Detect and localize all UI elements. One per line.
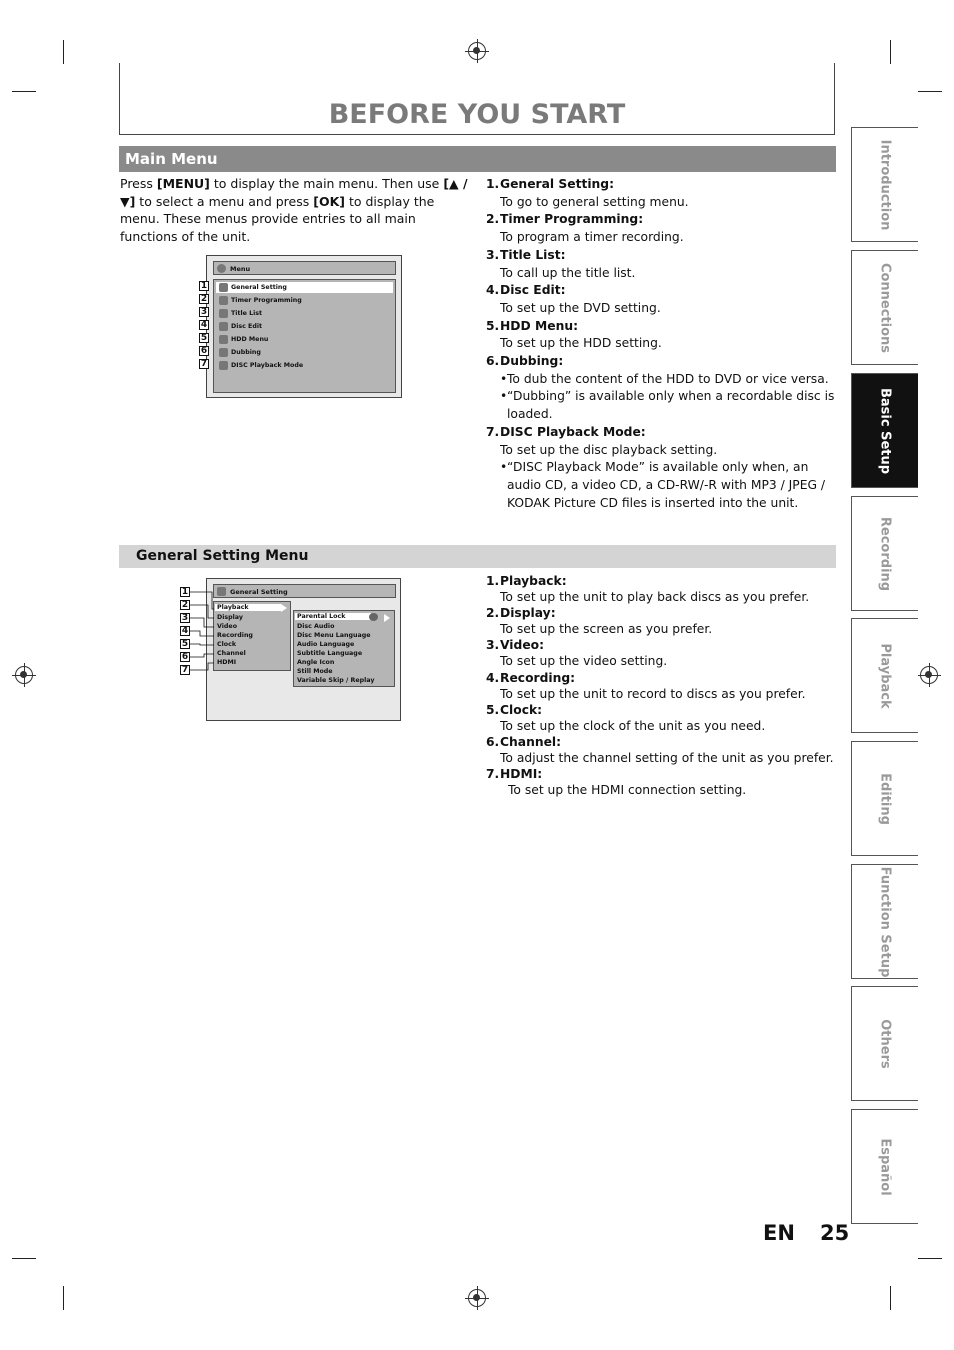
- callout-number: 4: [181, 626, 189, 636]
- callout-number: 3: [181, 613, 189, 623]
- lock-icon: [369, 613, 378, 621]
- list-item: [486, 247, 836, 265]
- item-desc: To go to general setting menu.: [500, 194, 689, 209]
- tab-recording[interactable]: [851, 496, 918, 611]
- item-number: 6.: [486, 734, 500, 749]
- list-item: [486, 637, 836, 653]
- callout-number: 6: [200, 346, 208, 356]
- callout-number: 2: [200, 294, 208, 304]
- arrow-right-icon: [384, 614, 390, 622]
- registration-mark-icon: [15, 666, 33, 684]
- item-bullet: • “DISC Playback Mode” is available only when, an audio CD, a video CD, a CD-RW/-R with MP3 / JPEG / KODAK Picture CD files is inserted into the unit.: [486, 459, 836, 512]
- crop-mark: [12, 91, 36, 92]
- item-number: 1.: [486, 177, 500, 191]
- item-title: Dubbing:: [500, 354, 564, 369]
- item-number: 7.: [486, 424, 500, 439]
- menu-screen-title: Menu: [230, 265, 251, 273]
- hdd-icon: [219, 335, 228, 344]
- intro-text: to select a menu and press: [135, 193, 314, 209]
- list-item: [486, 734, 836, 750]
- submenu-item: Disc Menu Language: [297, 632, 371, 639]
- main-menu-list: [486, 176, 836, 512]
- list-item: [486, 282, 836, 300]
- disc-playback-icon: [219, 361, 228, 370]
- tab-function-setup[interactable]: [851, 864, 918, 979]
- item-number: 5.: [486, 702, 500, 717]
- item-number: 3.: [486, 247, 500, 262]
- item-title: HDMI:: [500, 767, 543, 782]
- main-menu-intro: [120, 175, 470, 245]
- tab-introduction[interactable]: [851, 127, 918, 242]
- item-desc: To set up the HDMI connection setting.: [508, 783, 747, 798]
- wrench-icon: [219, 283, 228, 292]
- item-title: Video:: [500, 638, 545, 653]
- menu-item-label: Timer Programming: [231, 297, 302, 304]
- registration-mark-icon: [468, 1289, 486, 1307]
- callout-number: 7: [200, 359, 208, 369]
- item-title: Playback:: [500, 574, 567, 588]
- language-code: EN: [763, 1221, 795, 1245]
- item-number: 3.: [486, 638, 500, 653]
- menu-item-label: DISC Playback Mode: [231, 362, 304, 369]
- arrow-right-icon: [281, 604, 287, 612]
- item-desc: To set up the video setting.: [500, 654, 668, 669]
- intro-text: to display the main menu. Then use: [209, 176, 444, 191]
- submenu-item: Disc Audio: [297, 623, 335, 630]
- tab-playback[interactable]: [851, 618, 918, 733]
- tab-label: Function Setup: [877, 866, 893, 977]
- tab-label: Recording: [877, 516, 893, 591]
- item-desc: To set up the HDD setting.: [500, 336, 662, 351]
- menu-item-label: Dubbing: [231, 349, 261, 356]
- tab-label: Connections: [877, 262, 893, 353]
- callout-number: 7: [181, 665, 189, 675]
- callout-number: 4: [200, 320, 208, 330]
- submenu-item: Variable Skip / Replay: [297, 677, 375, 684]
- tab-label: Basic Setup: [877, 387, 893, 474]
- general-screen-header: [213, 584, 396, 598]
- list-item: [486, 766, 836, 782]
- callout-number: 6: [181, 652, 189, 662]
- item-desc: To adjust the channel setting of the unit as you prefer.: [500, 751, 834, 766]
- menu-item-label: General Setting: [231, 284, 287, 291]
- item-desc: To set up the unit to record to discs as you prefer.: [500, 686, 806, 701]
- disc-icon: [219, 322, 228, 331]
- playback-submenu-panel: [293, 610, 395, 687]
- callout-number: 2: [181, 600, 189, 610]
- tab-editing[interactable]: [851, 741, 918, 856]
- general-item: Channel: [217, 650, 246, 657]
- crop-mark: [918, 1258, 942, 1259]
- menu-item: [216, 282, 393, 293]
- item-bullet: • “Dubbing” is available only when a recordable disc is loaded.: [486, 388, 836, 423]
- item-title: Display:: [500, 606, 556, 621]
- crop-mark: [918, 91, 942, 92]
- item-number: 2.: [486, 606, 500, 621]
- menu-item-label: Title List: [231, 310, 263, 317]
- item-desc: To set up the disc playback setting.: [500, 442, 718, 457]
- callout-number: 3: [200, 307, 208, 317]
- ok-key: [OK]: [313, 193, 345, 209]
- list-item: [486, 211, 836, 229]
- submenu-item: Angle Icon: [297, 659, 335, 666]
- general-item: HDMI: [217, 659, 237, 666]
- list-item: [486, 353, 836, 371]
- general-item: Clock: [217, 641, 237, 648]
- item-desc: To set up the DVD setting.: [500, 300, 661, 315]
- general-item: Playback: [215, 604, 281, 611]
- general-item: Recording: [217, 632, 253, 639]
- item-desc: To set up the unit to play back discs as you prefer.: [500, 590, 810, 605]
- tab-espanol[interactable]: [851, 1109, 918, 1224]
- crop-mark: [12, 1258, 36, 1259]
- registration-mark-icon: [468, 42, 486, 60]
- callout-number: 5: [181, 639, 189, 649]
- item-number: 1.: [486, 574, 500, 588]
- general-item: Video: [217, 623, 238, 630]
- tab-connections[interactable]: [851, 250, 918, 365]
- item-title: General Setting:: [500, 177, 615, 191]
- item-number: 4.: [486, 283, 500, 298]
- tab-label: Introduction: [877, 139, 893, 230]
- general-items-panel: [213, 601, 291, 671]
- menu-item-label: Disc Edit: [231, 323, 263, 330]
- callout-leader-lines: [190, 587, 220, 677]
- menu-screen-header: [213, 261, 396, 275]
- tab-label: Editing: [877, 772, 893, 825]
- list-item: [486, 605, 836, 621]
- title-list-icon: [219, 309, 228, 318]
- tab-label: Playback: [877, 642, 893, 709]
- crop-mark: [890, 40, 891, 64]
- item-desc: To set up the screen as you prefer.: [500, 622, 713, 637]
- item-title: Clock:: [500, 702, 543, 717]
- tab-others[interactable]: [851, 986, 918, 1101]
- bullet-text: To dub the content of the HDD to DVD or vice versa.: [507, 371, 829, 386]
- menu-icon: [217, 264, 226, 273]
- intro-text: to display the menu. These menus provide entries to all main functions of the unit.: [120, 193, 435, 244]
- tab-label: Español: [877, 1137, 893, 1196]
- item-number: 2.: [486, 212, 500, 227]
- item-title: HDD Menu:: [500, 318, 578, 333]
- section-heading-general-setting: General Setting Menu: [119, 545, 836, 568]
- intro-text: Press: [120, 176, 157, 191]
- menu-item-label: HDD Menu: [231, 336, 269, 343]
- item-title: Recording:: [500, 670, 576, 685]
- item-number: 5.: [486, 318, 500, 333]
- item-title: Channel:: [500, 734, 562, 749]
- tab-label: Others: [877, 1018, 893, 1069]
- menu-items-panel: [213, 279, 396, 393]
- page-title: BEFORE YOU START: [328, 99, 626, 130]
- item-number: 6.: [486, 354, 500, 369]
- title-frame: [119, 63, 835, 135]
- general-screen-title: General Setting: [230, 588, 288, 596]
- section-heading-main-menu: Main Menu: [119, 146, 836, 172]
- menu-key: [MENU]: [156, 176, 210, 191]
- callout-number: 1: [200, 281, 208, 291]
- item-number: 4.: [486, 670, 500, 685]
- main-menu-screen: [206, 255, 402, 398]
- item-number: 7.: [486, 767, 500, 782]
- list-item: [486, 702, 836, 718]
- callout-number: 5: [200, 333, 208, 343]
- item-desc: To set up the clock of the unit as you need.: [500, 718, 766, 733]
- item-title: Timer Programming:: [500, 212, 644, 227]
- dubbing-icon: [219, 348, 228, 357]
- submenu-item: Still Mode: [297, 668, 333, 675]
- general-setting-screen: [206, 578, 401, 721]
- tab-basic-setup[interactable]: [851, 373, 918, 488]
- list-item: [486, 573, 836, 589]
- item-bullet: • To dub the content of the HDD to DVD or vice versa.: [486, 371, 836, 389]
- submenu-item: Subtitle Language: [297, 650, 363, 657]
- registration-mark-icon: [920, 666, 938, 684]
- page-number: 25: [820, 1221, 850, 1245]
- item-desc: To program a timer recording.: [500, 230, 684, 245]
- crop-mark: [890, 1286, 891, 1310]
- bullet-text: “Dubbing” is available only when a recordable disc is loaded.: [507, 389, 835, 422]
- list-item: [486, 176, 836, 194]
- general-item: Display: [217, 614, 243, 621]
- crop-mark: [63, 1286, 64, 1310]
- item-title: Title List:: [500, 247, 566, 262]
- submenu-item: Audio Language: [297, 641, 355, 648]
- general-setting-list: [486, 573, 836, 798]
- item-title: DISC Playback Mode:: [500, 424, 646, 439]
- callout-number: 1: [181, 587, 189, 597]
- item-desc: To call up the title list.: [500, 265, 636, 280]
- item-title: Disc Edit:: [500, 283, 566, 298]
- list-item: [486, 318, 836, 336]
- crop-mark: [63, 40, 64, 64]
- bullet-text: “DISC Playback Mode” is available only when, an audio CD, a video CD, a CD-RW/-R with MP3 / JPEG / KODAK Picture CD files is inserted into the unit.: [507, 460, 826, 510]
- timer-icon: [219, 296, 228, 305]
- arrow-keys: [▲ / ▼]: [120, 176, 468, 209]
- list-item: [486, 424, 836, 442]
- submenu-item: Parental Lock: [295, 613, 371, 620]
- list-item: [486, 670, 836, 686]
